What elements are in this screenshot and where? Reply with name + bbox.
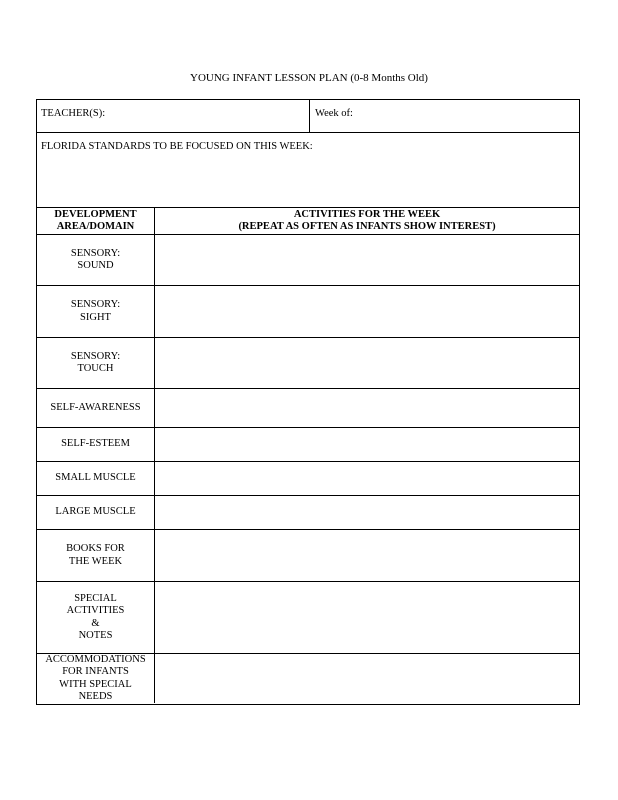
week-field[interactable] bbox=[310, 100, 579, 132]
activity-cell[interactable] bbox=[155, 654, 579, 703]
activity-cell[interactable] bbox=[155, 582, 579, 653]
table-row bbox=[37, 428, 579, 462]
table-row bbox=[37, 286, 579, 338]
domain-header-line: DEVELOPMENT bbox=[54, 208, 137, 220]
domain-label: SENSORY: bbox=[70, 350, 121, 362]
activity-cell[interactable] bbox=[155, 530, 579, 581]
domain-cell bbox=[37, 654, 155, 703]
domain-label: LARGE MUSCLE bbox=[55, 506, 136, 518]
activity-cell[interactable] bbox=[155, 338, 579, 388]
domain-label: ACTIVITIES bbox=[66, 605, 125, 616]
activity-cell[interactable] bbox=[155, 496, 579, 529]
teacher-label: TEACHER(S): bbox=[41, 108, 106, 119]
table-header-row bbox=[37, 208, 579, 235]
domain-label: NOTES bbox=[78, 630, 113, 641]
activities-header-line: ACTIVITIES FOR THE WEEK bbox=[293, 208, 441, 220]
table-row bbox=[37, 496, 579, 530]
domain-label: BOOKS FOR bbox=[66, 543, 125, 554]
domain-cell bbox=[37, 338, 155, 388]
domain-label: SMALL MUSCLE bbox=[55, 472, 136, 484]
table-row bbox=[37, 389, 579, 428]
domain-cell bbox=[37, 462, 155, 495]
activity-cell[interactable] bbox=[155, 428, 579, 461]
domain-label: SOUND bbox=[77, 260, 114, 271]
domain-label: SENSORY: bbox=[70, 299, 121, 310]
table-row bbox=[37, 530, 579, 582]
week-label: Week of: bbox=[315, 108, 353, 119]
activity-cell[interactable] bbox=[155, 235, 579, 285]
domain-label: SELF-AWARENESS bbox=[50, 401, 141, 413]
activity-cell[interactable] bbox=[155, 286, 579, 337]
domain-cell bbox=[37, 389, 155, 427]
domain-label: ACCOMMODATIONS bbox=[45, 653, 146, 665]
standards-row bbox=[37, 133, 579, 208]
domain-label: THE WEEK bbox=[68, 555, 123, 567]
domain-label: TOUCH bbox=[77, 363, 114, 374]
domain-cell bbox=[37, 582, 155, 653]
domain-label: SENSORY: bbox=[70, 247, 121, 259]
table-row bbox=[37, 654, 579, 703]
activities-column-header bbox=[155, 208, 579, 234]
domain-label: SPECIAL bbox=[74, 592, 117, 604]
domain-header-line: AREA/DOMAIN bbox=[56, 221, 135, 232]
domain-cell bbox=[37, 428, 155, 461]
domain-cell bbox=[37, 496, 155, 529]
teacher-field[interactable] bbox=[37, 100, 310, 132]
page-title: YOUNG INFANT LESSON PLAN (0-8 Months Old) bbox=[190, 72, 428, 84]
domain-label: SELF-ESTEEM bbox=[61, 438, 130, 450]
table-row bbox=[37, 462, 579, 496]
table-row bbox=[37, 582, 579, 654]
domain-label: FOR INFANTS bbox=[62, 666, 129, 677]
domain-label: WITH SPECIAL bbox=[59, 678, 132, 690]
teacher-row bbox=[37, 100, 579, 133]
domain-cell bbox=[37, 286, 155, 337]
table-row bbox=[37, 235, 579, 286]
domain-label: & bbox=[91, 617, 100, 629]
domain-cell bbox=[37, 235, 155, 285]
standards-field[interactable] bbox=[37, 133, 579, 207]
domain-column-header bbox=[37, 208, 155, 234]
activity-cell[interactable] bbox=[155, 389, 579, 427]
table-row bbox=[37, 338, 579, 389]
lesson-plan-form bbox=[36, 99, 580, 705]
standards-label: FLORIDA STANDARDS TO BE FOCUSED ON THIS WEEK: bbox=[41, 141, 313, 152]
activities-header-line: (REPEAT AS OFTEN AS INFANTS SHOW INTEREST) bbox=[238, 221, 496, 232]
domain-cell bbox=[37, 530, 155, 581]
domain-label: SIGHT bbox=[80, 311, 111, 323]
activity-cell[interactable] bbox=[155, 462, 579, 495]
domain-label: NEEDS bbox=[78, 691, 113, 702]
